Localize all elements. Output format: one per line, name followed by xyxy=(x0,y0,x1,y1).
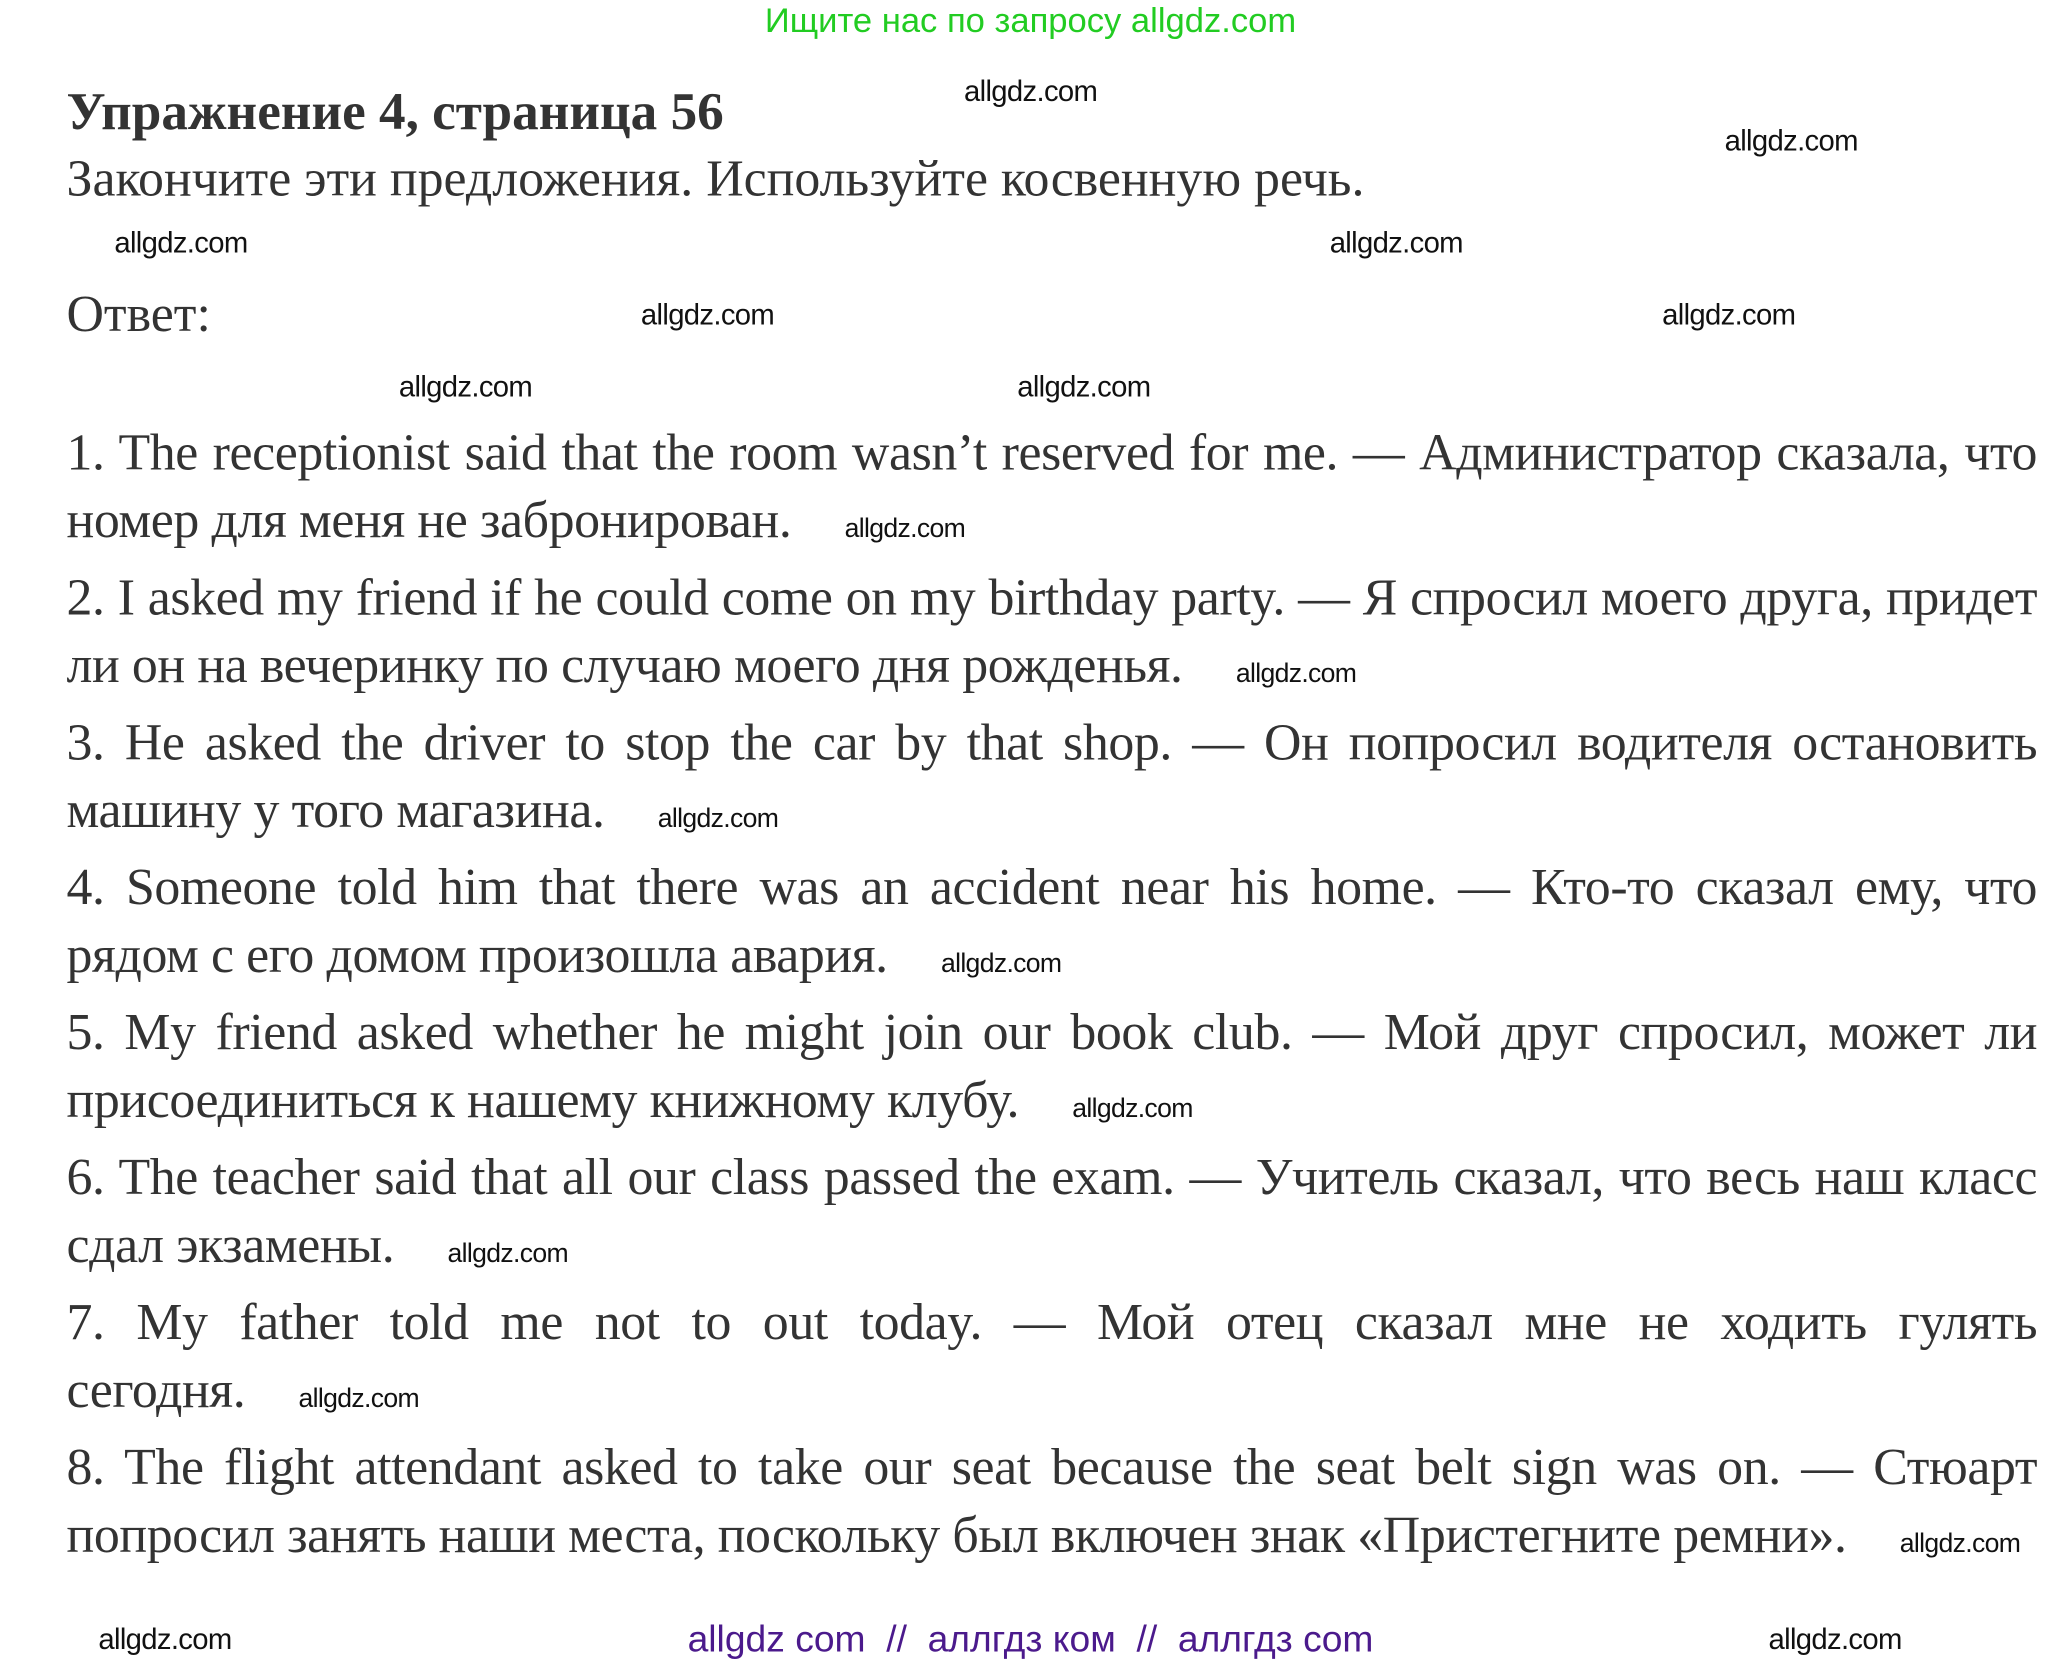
watermark: allgdz.com xyxy=(844,514,966,544)
answer-text: 3. He asked the driver to stop the car by that shop. — Он попросил водителя остановить машину у того магазина. xyxy=(66,714,2038,840)
answer-text: 7. My father told me not to out today. — Мой отец сказал мне не ходить гулять сегодня. xyxy=(66,1293,2038,1419)
watermark: allgdz.com xyxy=(447,1239,568,1269)
answer-item xyxy=(66,709,2037,854)
watermark: allgdz.com xyxy=(964,74,1098,108)
watermark: allgdz.com xyxy=(1768,1622,1902,1656)
watermark: allgdz.com xyxy=(1899,1529,2021,1559)
answer-text: 5. My friend asked whether he might join our book club. — Мой друг спросил, может ли присоединиться к нашему книжному клубу. xyxy=(66,1003,2038,1129)
watermark: allgdz.com xyxy=(98,1622,232,1656)
answer-list xyxy=(66,419,2037,1578)
watermark: allgdz.com xyxy=(1235,659,1357,689)
watermark: allgdz.com xyxy=(640,297,775,332)
answer-label: Ответ: xyxy=(66,285,211,344)
answer-text: 4. Someone told him that there was an accident near his home. — Кто-то сказал ему, что рядом с его домом произошла авария. xyxy=(66,858,2038,984)
answer-text: 2. I asked my friend if he could come on my birthday party. — Я спросил моего друга, придет ли он на вечеринку по случаю моего дня рожденья. xyxy=(66,569,2038,695)
watermark: allgdz.com xyxy=(114,226,248,260)
watermark: allgdz.com xyxy=(1072,1094,1193,1124)
watermark: allgdz.com xyxy=(940,949,1062,979)
footer-watermark: allgdz com // аллгдз ком // аллгдз com xyxy=(687,1618,1374,1660)
answer-item xyxy=(66,1144,2037,1289)
page-title: Упражнение 4, страница 56 xyxy=(66,81,724,141)
search-banner: Ищите нас по запросу allgdz.com xyxy=(764,0,1297,40)
watermark: allgdz.com xyxy=(1017,369,1151,403)
watermark: allgdz.com xyxy=(657,804,779,834)
answer-item xyxy=(66,564,2037,709)
answer-item xyxy=(66,854,2037,999)
watermark: allgdz.com xyxy=(1724,123,1858,157)
watermark: allgdz.com xyxy=(398,369,533,403)
answer-text: 8. The flight attendant asked to take our seat because the seat belt sign was on. — Стюарт попросил занять наши места, поскольку был включен знак «Пристегните ремни». xyxy=(66,1438,2038,1564)
watermark: allgdz.com xyxy=(298,1384,420,1414)
watermark: allgdz.com xyxy=(1662,297,1796,332)
watermark: allgdz.com xyxy=(1329,226,1463,260)
answer-item xyxy=(66,1288,2037,1433)
exercise-instruction: Закончите эти предложения. Используйте косвенную речь. xyxy=(66,150,1365,208)
answer-text: 6. The teacher said that all our class passed the exam. — Учитель сказал, что весь наш класс сдал экзамены. xyxy=(66,1148,2038,1274)
answer-text: 1. The receptionist said that the room wasn’t reserved for me. — Администратор сказала, что номер для меня не забронирован. xyxy=(66,424,2038,550)
answer-item xyxy=(66,999,2037,1144)
answer-item xyxy=(66,419,2037,564)
answer-item xyxy=(66,1433,2037,1578)
